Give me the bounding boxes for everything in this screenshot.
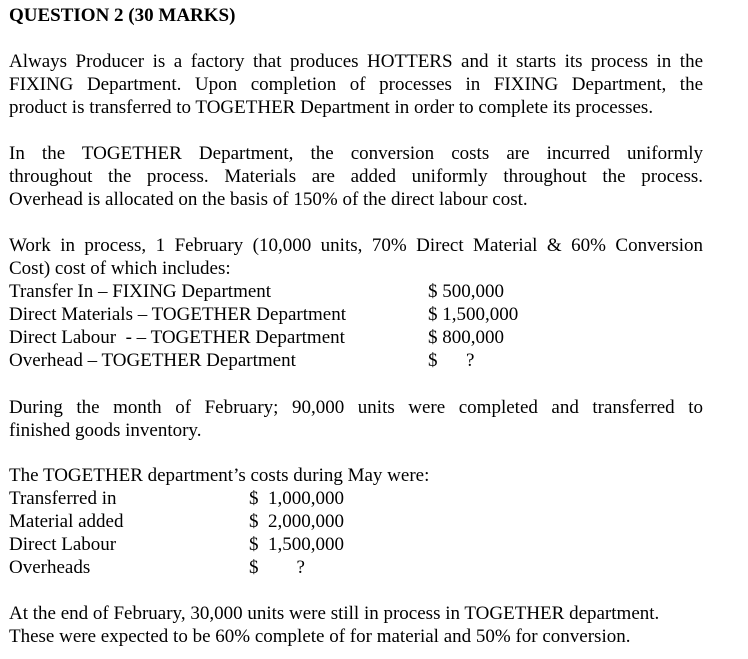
cost-label: Direct Materials – TOGETHER Department xyxy=(9,304,346,325)
cost-value: $ ? xyxy=(249,557,305,578)
cost-label: Overhead – TOGETHER Department xyxy=(9,350,296,371)
paragraph-line: throughout the process. Materials are added uniformly throughout the process. xyxy=(9,166,703,187)
process-paragraph xyxy=(9,142,703,211)
paragraph-line: Cost) cost of which includes: xyxy=(9,258,231,279)
completed-paragraph xyxy=(9,396,703,442)
may-cost-row xyxy=(9,556,703,579)
paragraph-line: product is transferred to TOGETHER Department in order to complete its processes. xyxy=(9,97,654,118)
paragraph-line: At the end of February, 30,000 units were still in process in TOGETHER department. xyxy=(9,603,660,624)
cost-value: $ ? xyxy=(428,350,475,371)
cost-value: $ 800,000 xyxy=(428,327,504,348)
cost-label: Transferred in xyxy=(9,488,117,509)
cost-value: $ 1,500,000 xyxy=(249,534,344,555)
paragraph-line: Overhead is allocated on the basis of 150% of the direct labour cost. xyxy=(9,189,528,210)
paragraph-line: Work in process, 1 February (10,000 units, 70% Direct Material & 60% Conversion xyxy=(9,235,703,256)
paragraph-line: Always Producer is a factory that produces HOTTERS and it starts its process in the xyxy=(9,51,703,72)
may-cost-row xyxy=(9,533,703,556)
may-cost-row xyxy=(9,510,703,533)
cost-value: $ 1,500,000 xyxy=(428,304,519,325)
may-costs-paragraph xyxy=(9,464,703,487)
paragraph-line: In the TOGETHER Department, the conversion costs are incurred uniformly xyxy=(9,143,703,164)
wip-cost-row xyxy=(9,349,703,372)
paragraph-line: These were expected to be 60% complete of for material and 50% for conversion. xyxy=(9,626,631,647)
intro-paragraph xyxy=(9,50,703,119)
cost-value: $ 2,000,000 xyxy=(249,511,344,532)
cost-label: Direct Labour xyxy=(9,534,117,555)
cost-value: $ 1,000,000 xyxy=(249,488,344,509)
cost-label: Material added xyxy=(9,511,124,532)
wip-cost-row xyxy=(9,303,703,326)
question-heading: QUESTION 2 (30 MARKS) xyxy=(9,5,236,26)
wip-paragraph xyxy=(9,234,703,280)
cost-label: Overheads xyxy=(9,557,91,578)
paragraph-line: finished goods inventory. xyxy=(9,420,202,441)
wip-cost-row xyxy=(9,280,703,303)
may-cost-row xyxy=(9,487,703,510)
cost-label: Transfer In – FIXING Department xyxy=(9,281,272,302)
cost-value: $ 500,000 xyxy=(428,281,504,302)
paragraph-line: The TOGETHER department’s costs during May were: xyxy=(9,465,430,486)
closing-paragraph xyxy=(9,602,703,648)
cost-label: Direct Labour - – TOGETHER Department xyxy=(9,327,345,348)
wip-cost-row xyxy=(9,326,703,349)
paragraph-line: FIXING Department. Upon completion of processes in FIXING Department, the xyxy=(9,74,703,95)
paragraph-line: During the month of February; 90,000 units were completed and transferred to xyxy=(9,397,703,418)
